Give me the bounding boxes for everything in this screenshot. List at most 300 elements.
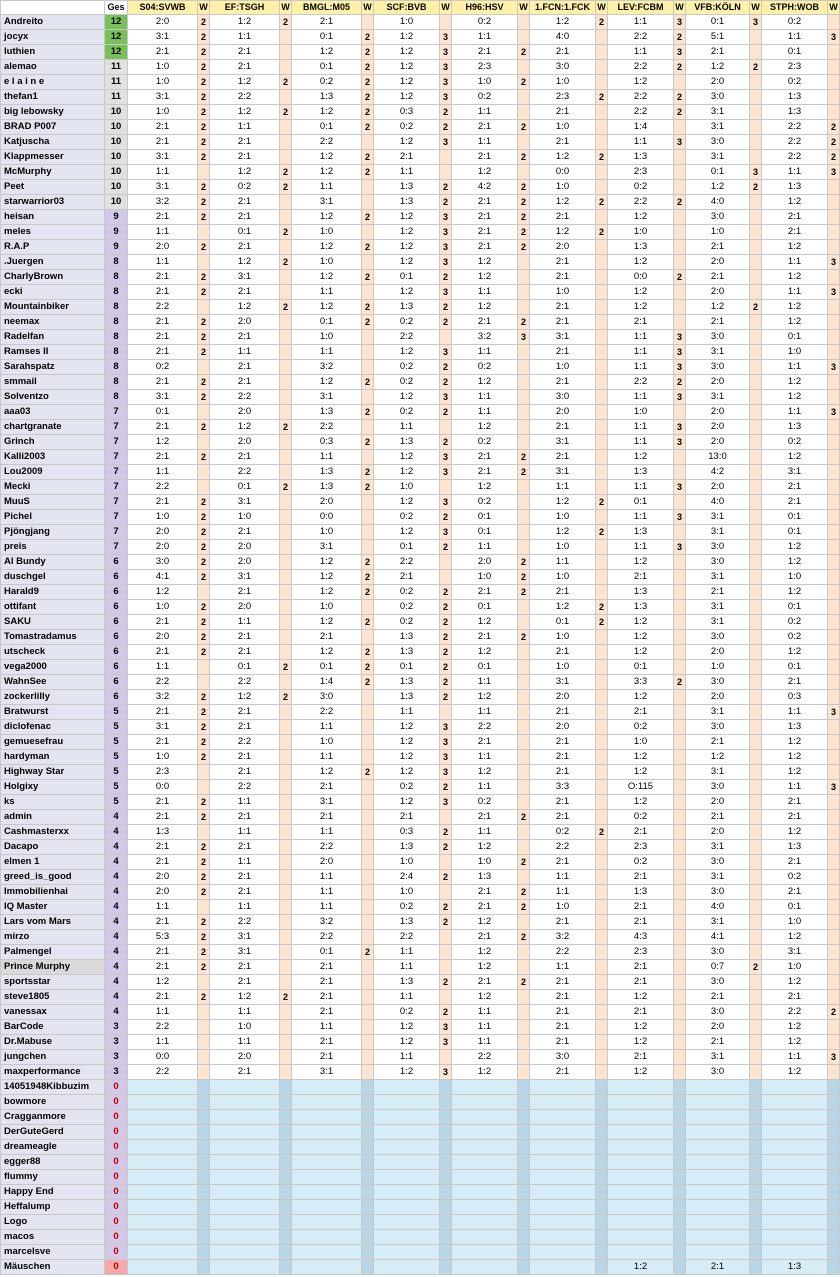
tip-cell: 1:3 [608, 525, 674, 540]
tip-cell: 1:0 [210, 510, 280, 525]
tip-cell: 1:4 [292, 675, 362, 690]
player-score: 4 [105, 945, 128, 960]
table-row [1, 270, 840, 285]
points-cell [596, 750, 608, 765]
tip-cell: 2:1 [608, 915, 674, 930]
player-score: 8 [105, 270, 128, 285]
tip-cell [530, 1230, 596, 1245]
points-cell [596, 1200, 608, 1215]
points-cell [750, 1020, 762, 1035]
tip-cell [452, 1245, 518, 1260]
points-cell [198, 1215, 210, 1230]
tip-cell: 2:0 [128, 240, 198, 255]
table-row [1, 585, 840, 600]
tip-cell: 1:2 [210, 165, 280, 180]
tip-cell: 1:2 [374, 720, 440, 735]
points-cell: 3 [674, 345, 686, 360]
tip-cell [452, 1110, 518, 1125]
tip-cell: 2:1 [128, 450, 198, 465]
points-cell [828, 1170, 840, 1185]
points-cell [750, 690, 762, 705]
points-cell [596, 585, 608, 600]
points-cell: 2 [440, 825, 452, 840]
points-cell [596, 840, 608, 855]
tip-cell: 1:0 [210, 1020, 280, 1035]
tip-cell: 2:1 [128, 855, 198, 870]
points-cell [674, 75, 686, 90]
points-cell: 2 [362, 75, 374, 90]
points-cell: 2 [198, 570, 210, 585]
points-cell: 3 [440, 1020, 452, 1035]
points-cell [674, 495, 686, 510]
tip-cell: 0:1 [374, 540, 440, 555]
tip-cell [530, 1155, 596, 1170]
tip-cell: 1:0 [374, 15, 440, 30]
tip-cell [292, 1080, 362, 1095]
tip-cell: 0:7 [686, 960, 750, 975]
points-cell: 3 [828, 165, 840, 180]
points-cell [674, 450, 686, 465]
tip-cell: 2:1 [210, 330, 280, 345]
points-cell [518, 255, 530, 270]
points-cell [518, 690, 530, 705]
tip-cell: 4:0 [530, 30, 596, 45]
tip-cell [608, 1200, 674, 1215]
tip-cell: 1:2 [374, 465, 440, 480]
points-cell: 2 [440, 180, 452, 195]
points-cell [280, 885, 292, 900]
points-cell [674, 630, 686, 645]
player-score: 8 [105, 360, 128, 375]
points-cell: 2 [362, 60, 374, 75]
points-cell [750, 45, 762, 60]
tip-cell: 3:1 [686, 615, 750, 630]
tip-cell: 3:1 [292, 795, 362, 810]
points-cell [828, 945, 840, 960]
points-cell [750, 225, 762, 240]
table-row [1, 390, 840, 405]
points-cell: 2 [198, 210, 210, 225]
tip-cell: 1:3 [374, 645, 440, 660]
player-name: admin [1, 810, 105, 825]
tip-cell [762, 1185, 828, 1200]
points-cell [674, 810, 686, 825]
player-name: sportsstar [1, 975, 105, 990]
tip-cell: 3:1 [762, 945, 828, 960]
tip-cell: 1:0 [452, 570, 518, 585]
points-cell [518, 1155, 530, 1170]
tip-cell: 1:2 [608, 450, 674, 465]
tip-cell: 2:1 [210, 870, 280, 885]
tip-cell: 3:0 [686, 540, 750, 555]
points-cell [750, 330, 762, 345]
points-cell [362, 420, 374, 435]
points-cell [750, 870, 762, 885]
points-cell: 2 [198, 960, 210, 975]
player-score: 4 [105, 915, 128, 930]
points-cell [362, 855, 374, 870]
tip-cell: 2:1 [292, 960, 362, 975]
tip-cell: 1:1 [128, 225, 198, 240]
tip-cell: 1:1 [530, 960, 596, 975]
player-name: macos [1, 1230, 105, 1245]
tip-cell: 1:1 [128, 255, 198, 270]
tip-cell: 1:2 [530, 225, 596, 240]
points-cell [828, 585, 840, 600]
table-row [1, 45, 840, 60]
tip-cell [762, 1140, 828, 1155]
points-cell [198, 900, 210, 915]
points-cell: 3 [440, 345, 452, 360]
tip-cell [210, 1245, 280, 1260]
points-cell [518, 360, 530, 375]
points-cell [280, 45, 292, 60]
points-cell [440, 1215, 452, 1230]
points-cell [750, 825, 762, 840]
points-cell [362, 1095, 374, 1110]
table-row [1, 1005, 840, 1020]
tip-cell: 3:1 [686, 840, 750, 855]
points-cell: 2 [596, 600, 608, 615]
tip-cell: 1:2 [128, 585, 198, 600]
tip-cell: 3:1 [292, 1065, 362, 1080]
points-cell [596, 930, 608, 945]
points-cell: 2 [362, 90, 374, 105]
tip-cell: 1:2 [608, 990, 674, 1005]
player-score: 12 [105, 30, 128, 45]
points-cell [828, 1185, 840, 1200]
points-cell [440, 165, 452, 180]
tip-cell: 1:2 [608, 630, 674, 645]
tip-cell: 1:0 [292, 255, 362, 270]
player-name: Solventzo [1, 390, 105, 405]
player-name: egger88 [1, 1155, 105, 1170]
points-cell [518, 1035, 530, 1050]
tip-cell: 1:1 [210, 615, 280, 630]
tip-cell: 0:3 [374, 105, 440, 120]
points-cell: 2 [198, 690, 210, 705]
tip-cell: 1:1 [608, 435, 674, 450]
points-cell: 2 [362, 165, 374, 180]
tip-cell: 1:0 [530, 630, 596, 645]
tip-cell: 2:0 [686, 480, 750, 495]
tip-cell [686, 1215, 750, 1230]
tip-cell: 0:1 [128, 405, 198, 420]
table-row [1, 1170, 840, 1185]
player-name: alemao [1, 60, 105, 75]
tip-cell: 2:1 [210, 240, 280, 255]
points-cell [362, 390, 374, 405]
tip-cell: 1:1 [452, 105, 518, 120]
points-cell [596, 1125, 608, 1140]
points-cell [518, 840, 530, 855]
tip-cell: 2:1 [530, 375, 596, 390]
points-cell: 2 [362, 945, 374, 960]
tip-cell: 1:2 [762, 825, 828, 840]
points-cell [596, 1050, 608, 1065]
table-row [1, 1050, 840, 1065]
points-cell [518, 1200, 530, 1215]
tip-cell: 2:0 [686, 690, 750, 705]
tip-cell [292, 1125, 362, 1140]
tip-cell: 1:2 [292, 165, 362, 180]
points-cell [280, 1020, 292, 1035]
player-name: Klappmesser [1, 150, 105, 165]
tip-cell: 3:1 [686, 510, 750, 525]
points-cell [518, 750, 530, 765]
player-score: 11 [105, 90, 128, 105]
tip-cell: 1:2 [762, 195, 828, 210]
points-cell [750, 390, 762, 405]
tip-cell [530, 1170, 596, 1185]
points-cell: 3 [440, 390, 452, 405]
points-cell [518, 735, 530, 750]
points-cell [750, 1170, 762, 1185]
points-cell [280, 735, 292, 750]
tip-cell [530, 1110, 596, 1125]
points-cell [362, 1185, 374, 1200]
tip-cell [374, 1260, 440, 1275]
points-cell: 2 [198, 525, 210, 540]
points-cell [518, 675, 530, 690]
player-score: 8 [105, 300, 128, 315]
tip-cell: 1:2 [530, 525, 596, 540]
player-score: 6 [105, 570, 128, 585]
points-cell: 2 [440, 300, 452, 315]
header-match-cell: VFB:KÖLN [686, 1, 750, 15]
points-cell [674, 735, 686, 750]
player-name: steve1805 [1, 990, 105, 1005]
points-cell [828, 660, 840, 675]
points-cell [198, 585, 210, 600]
tip-cell: 2:1 [608, 1005, 674, 1020]
tip-cell: 2:1 [452, 735, 518, 750]
points-cell [750, 1215, 762, 1230]
player-score: 7 [105, 480, 128, 495]
points-cell [440, 15, 452, 30]
table-row [1, 810, 840, 825]
points-cell: 2 [518, 900, 530, 915]
tip-cell: 0:1 [608, 660, 674, 675]
player-score: 10 [105, 135, 128, 150]
tip-cell: 3:0 [530, 60, 596, 75]
tip-cell: 0:1 [292, 120, 362, 135]
tip-cell: 3:1 [128, 180, 198, 195]
points-cell: 2 [198, 555, 210, 570]
tip-cell: 1:2 [128, 435, 198, 450]
points-cell [674, 915, 686, 930]
tip-cell: 2:1 [292, 810, 362, 825]
player-score: 5 [105, 765, 128, 780]
tip-cell: 2:0 [210, 1050, 280, 1065]
points-cell [596, 810, 608, 825]
tip-cell: 2:1 [452, 810, 518, 825]
tip-cell: 1:1 [292, 450, 362, 465]
points-cell [596, 630, 608, 645]
tip-cell: 0:2 [452, 435, 518, 450]
tip-cell: 2:3 [128, 765, 198, 780]
points-cell [518, 1230, 530, 1245]
tip-cell: 2:0 [128, 15, 198, 30]
points-cell: 2 [362, 315, 374, 330]
tip-cell [762, 1215, 828, 1230]
points-cell [280, 555, 292, 570]
player-score: 0 [105, 1095, 128, 1110]
points-cell: 2 [198, 120, 210, 135]
tip-cell: 1:2 [374, 1020, 440, 1035]
tip-cell: 0:1 [452, 660, 518, 675]
tip-cell: 0:1 [452, 600, 518, 615]
points-cell: 2 [440, 405, 452, 420]
points-cell [750, 540, 762, 555]
table-row [1, 540, 840, 555]
header-w-cell: W [674, 1, 686, 15]
tip-cell: 2:1 [452, 45, 518, 60]
points-cell [750, 1155, 762, 1170]
points-cell [596, 1230, 608, 1245]
points-cell [198, 1095, 210, 1110]
tip-cell: 2:1 [530, 990, 596, 1005]
tip-cell: 2:0 [210, 435, 280, 450]
table-row [1, 840, 840, 855]
points-cell [518, 435, 530, 450]
tip-cell: 1:1 [452, 405, 518, 420]
table-row [1, 1260, 840, 1275]
points-cell [828, 525, 840, 540]
table-row [1, 315, 840, 330]
points-cell [518, 1245, 530, 1260]
table-row [1, 1185, 840, 1200]
points-cell [362, 1005, 374, 1020]
points-cell [674, 990, 686, 1005]
tip-cell: 3:1 [530, 435, 596, 450]
tip-cell: 1:2 [374, 255, 440, 270]
tip-cell: 2:1 [452, 885, 518, 900]
points-cell: 2 [440, 315, 452, 330]
points-cell [750, 1035, 762, 1050]
tip-cell: 3:1 [128, 30, 198, 45]
tip-cell [374, 1185, 440, 1200]
points-cell: 2 [440, 600, 452, 615]
points-cell [750, 360, 762, 375]
player-score: 4 [105, 840, 128, 855]
tip-cell: 2:1 [128, 270, 198, 285]
tip-cell [128, 1125, 198, 1140]
points-cell: 2 [362, 615, 374, 630]
tip-cell: 4:0 [686, 195, 750, 210]
points-cell [518, 825, 530, 840]
points-cell [750, 315, 762, 330]
points-cell [280, 1200, 292, 1215]
points-cell [750, 435, 762, 450]
header-match-cell: LEV:FCBM [608, 1, 674, 15]
points-cell [280, 1185, 292, 1200]
tip-cell: 3:1 [686, 765, 750, 780]
tip-cell: 2:1 [128, 375, 198, 390]
tip-cell: 2:2 [128, 1065, 198, 1080]
tip-cell: 1:1 [374, 165, 440, 180]
tip-cell: 1:2 [210, 75, 280, 90]
points-cell [280, 945, 292, 960]
tip-cell: 13:0 [686, 450, 750, 465]
points-cell [280, 525, 292, 540]
points-cell: 2 [280, 105, 292, 120]
tip-cell: 3:2 [292, 360, 362, 375]
points-cell [518, 615, 530, 630]
points-cell [828, 1065, 840, 1080]
tip-cell: 2:1 [128, 645, 198, 660]
points-cell [674, 210, 686, 225]
points-cell [596, 60, 608, 75]
tip-cell: 1:3 [762, 105, 828, 120]
tip-cell: 2:2 [210, 90, 280, 105]
points-cell [198, 405, 210, 420]
tip-cell: 1:1 [292, 345, 362, 360]
tip-cell [292, 1140, 362, 1155]
table-row [1, 690, 840, 705]
player-score: 6 [105, 585, 128, 600]
points-cell [828, 375, 840, 390]
tip-cell: 3:1 [686, 150, 750, 165]
points-cell [362, 810, 374, 825]
tip-cell: 2:2 [292, 705, 362, 720]
points-cell [518, 540, 530, 555]
tip-cell: 2:1 [210, 645, 280, 660]
tip-cell [608, 1245, 674, 1260]
tip-cell: 1:1 [292, 885, 362, 900]
player-name: e l a i n e [1, 75, 105, 90]
player-name: ecki [1, 285, 105, 300]
points-cell [828, 510, 840, 525]
points-cell: 2 [440, 105, 452, 120]
points-cell: 2 [440, 615, 452, 630]
points-cell [828, 960, 840, 975]
points-cell [362, 705, 374, 720]
tip-cell: 2:0 [686, 420, 750, 435]
tip-cell: 0:2 [374, 360, 440, 375]
points-cell [674, 1155, 686, 1170]
tip-cell: 1:1 [128, 660, 198, 675]
points-cell [518, 870, 530, 885]
player-score: 6 [105, 690, 128, 705]
tip-cell [128, 1215, 198, 1230]
points-cell [596, 1170, 608, 1185]
tip-cell: 1:0 [530, 660, 596, 675]
points-cell [198, 165, 210, 180]
tip-cell: 1:0 [452, 75, 518, 90]
points-cell [750, 525, 762, 540]
tip-cell: 3:0 [128, 555, 198, 570]
tip-cell: 2:1 [686, 45, 750, 60]
points-cell: 2 [362, 480, 374, 495]
points-cell [280, 1050, 292, 1065]
tip-cell: 3:1 [128, 150, 198, 165]
points-cell [750, 480, 762, 495]
points-cell: 2 [518, 930, 530, 945]
player-name: luthien [1, 45, 105, 60]
points-cell [596, 210, 608, 225]
tip-cell [608, 1095, 674, 1110]
tip-cell [762, 1200, 828, 1215]
points-cell [362, 930, 374, 945]
tip-cell: 2:1 [762, 210, 828, 225]
points-cell [674, 1170, 686, 1185]
tip-cell [762, 1080, 828, 1095]
points-cell: 2 [280, 15, 292, 30]
points-cell: 2 [362, 645, 374, 660]
points-cell [828, 1260, 840, 1275]
player-name: Lou2009 [1, 465, 105, 480]
